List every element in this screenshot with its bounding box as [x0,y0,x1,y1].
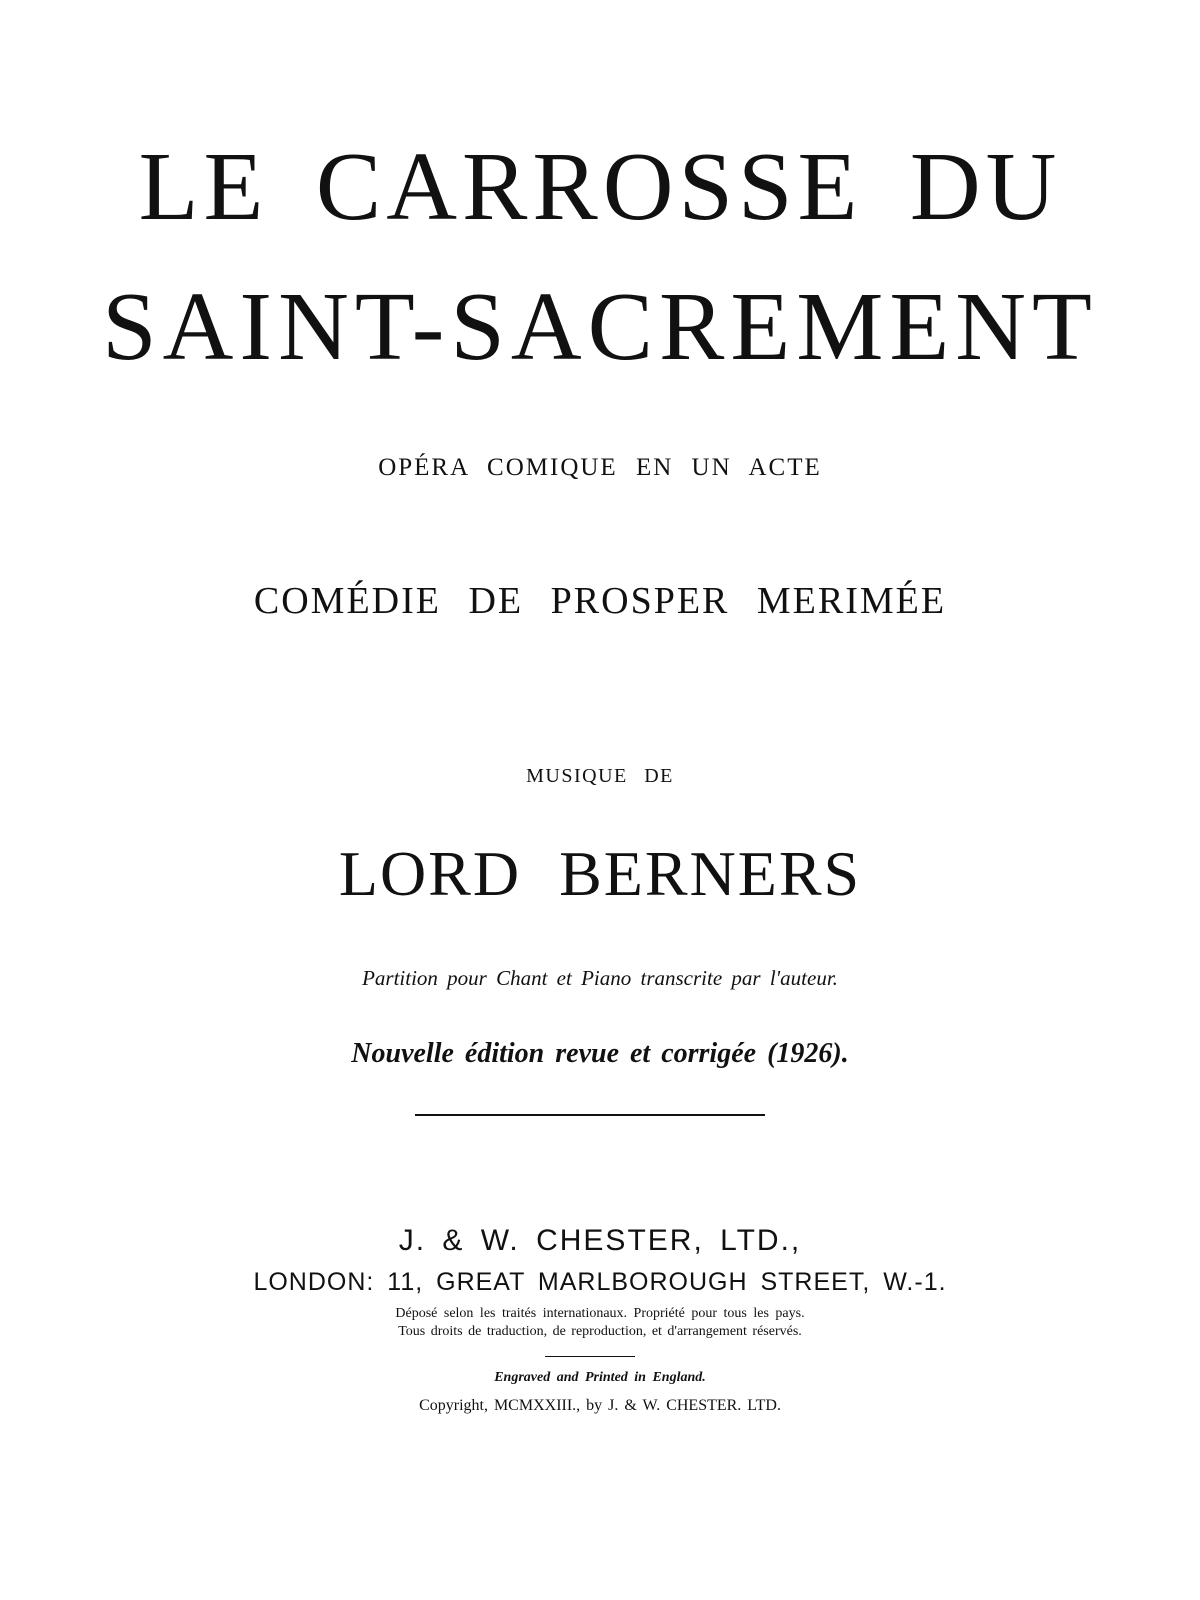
title-line-1: LE CARROSSE DU [138,133,1062,241]
composer-name: LORD BERNERS [338,838,862,909]
publisher-address: LONDON: 11, GREAT MARLBOROUGH STREET, W.-1. [253,1268,947,1296]
engraved-note: Engraved and Printed in England. [494,1370,706,1385]
small-divider-rule [545,1356,635,1357]
title-line-2: SAINT-SACREMENT [102,273,1098,381]
publisher-name: J. & W. CHESTER, LTD., [398,1224,802,1257]
partition-note: Partition pour Chant et Piano transcrite par l'auteur. [362,966,838,990]
subtitle: OPÉRA COMIQUE EN UN ACTE [378,454,822,481]
legal-notice-2: Tous droits de traduction, de reproduction, et d'arrangement réservés. [398,1324,802,1339]
author-line: COMÉDIE DE PROSPER MERIMÉE [253,580,947,622]
copyright-line: Copyright, MCMXXIII., by J. & W. CHESTER. LTD. [419,1397,781,1414]
legal-notice-1: Déposé selon les traités internationaux. Propriété pour tous les pays. [395,1306,805,1321]
music-by-label: MUSIQUE DE [526,765,674,787]
divider-rule [415,1114,765,1116]
edition-note: Nouvelle édition revue et corrigée (1926). [351,1038,849,1069]
